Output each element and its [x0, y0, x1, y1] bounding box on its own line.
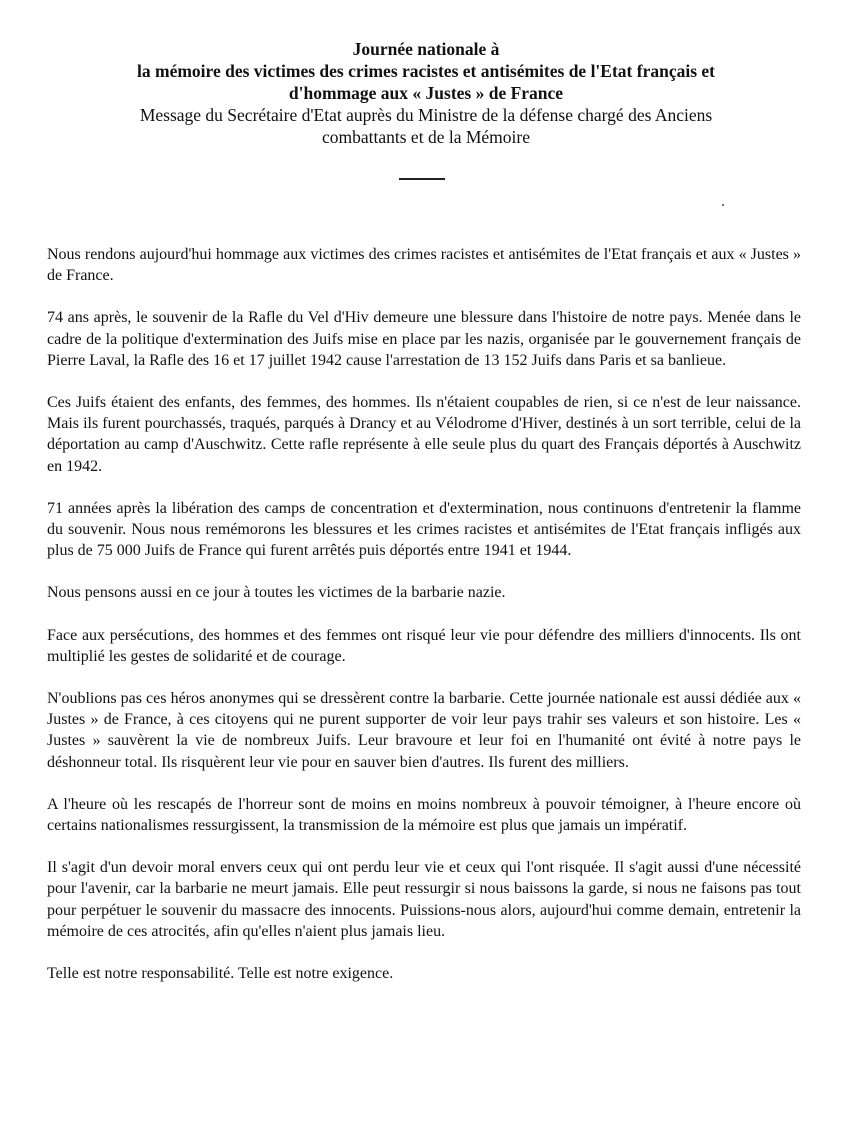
title-line-1: Journée nationale à — [352, 39, 500, 59]
paragraph-5: Nous pensons aussi en ce jour à toutes les victimes de la barbarie nazie. — [47, 584, 506, 602]
header-divider — [399, 178, 445, 180]
paragraph-4: 71 années après la libération des camps de concentration et d'extermination, nous continuons d'entretenir la flamme du souvenir. Nous nous remémorons les blessures et les crimes racistes et antisémites de l'Etat français infligés aux plus de 75 000 Juifs de France qui furent arrêtés puis déportés entre 1941 et 1944. — [47, 499, 801, 560]
paragraph-8: A l'heure où les rescapés de l'horreur sont de moins en moins nombreux à pouvoir témoigner, à l'heure encore où certains nationalismes ressurgissent, la transmission de la mémoire est plus que jamais un impératif. — [47, 795, 801, 835]
scan-speck — [722, 204, 724, 206]
paragraph-9: Il s'agit d'un devoir moral envers ceux qui ont perdu leur vie et ceux qui l'ont risquée. Il s'agit aussi d'une nécessité pour l'avenir, car la barbarie ne meurt jamais. Elle peut ressurgir si nous baissons la garde, si nous ne faisons pas tout pour perpétuer le souvenir du massacre des innocents. Puissions-nous alors, aujourd'hui comme demain, entretenir la mémoire de ces atrocités, afin qu'elles n'aient plus jamais lieu. — [47, 859, 801, 940]
subtitle-line-2: combattants et de la Mémoire — [322, 127, 530, 147]
paragraph-3: Ces Juifs étaient des enfants, des femmes, des hommes. Ils n'étaient coupables de rien, si ce n'est de leur naissance. Mais ils furent pourchassés, traqués, parqués à Drancy et au Vélodrome d'Hiver, destinés à un sort terrible, celui de la déportation au camp d'Auschwitz. Cette rafle représente à elle seule plus du quart des Français déportés à Auschwitz en 1942. — [47, 394, 801, 475]
paragraph-1: Nous rendons aujourd'hui hommage aux victimes des crimes racistes et antisémites de l'Etat français et aux « Justes » de France. — [47, 246, 801, 285]
paragraph-7: N'oublions pas ces héros anonymes qui se dressèrent contre la barbarie. Cette journée nationale est aussi dédiée aux « Justes » de France, à ces citoyens qui ne purent supporter de voir leur pays trahir ses valeurs et son histoire. Les « Justes » sauvèrent la vie de nombreux Juifs. Leur bravoure et leur foi en l'humanité ont évité à notre pays le déshonneur total. Ils risquèrent leur vie pour en sauver bien d'autres. Ils furent des milliers. — [47, 690, 801, 771]
title-line-3: d'hommage aux « Justes » de France — [288, 83, 564, 103]
paragraph-10: Telle est notre responsabilité. Telle est notre exigence. — [47, 965, 394, 983]
paragraph-2: 74 ans après, le souvenir de la Rafle du Vel d'Hiv demeure une blessure dans l'histoire de notre pays. Menée dans le cadre de la politique d'extermination des Juifs mise en place par les nazis, organisée par le gouvernement français de Pierre Laval, la Rafle des 16 et 17 juillet 1942 cause l'arrestation de 13 152 Juifs dans Paris et sa banlieue. — [47, 309, 801, 369]
subtitle-line-1: Message du Secrétaire d'Etat auprès du Ministre de la défense chargé des Anciens — [139, 105, 713, 125]
document-body — [47, 244, 801, 1005]
title-line-2: la mémoire des victimes des crimes racistes et antisémites de l'Etat français et — [137, 61, 715, 81]
document-header — [40, 38, 812, 148]
paragraph-6: Face aux persécutions, des hommes et des femmes ont risqué leur vie pour défendre des milliers d'innocents. Ils ont multiplié les gestes de solidarité et de courage. — [47, 626, 801, 665]
